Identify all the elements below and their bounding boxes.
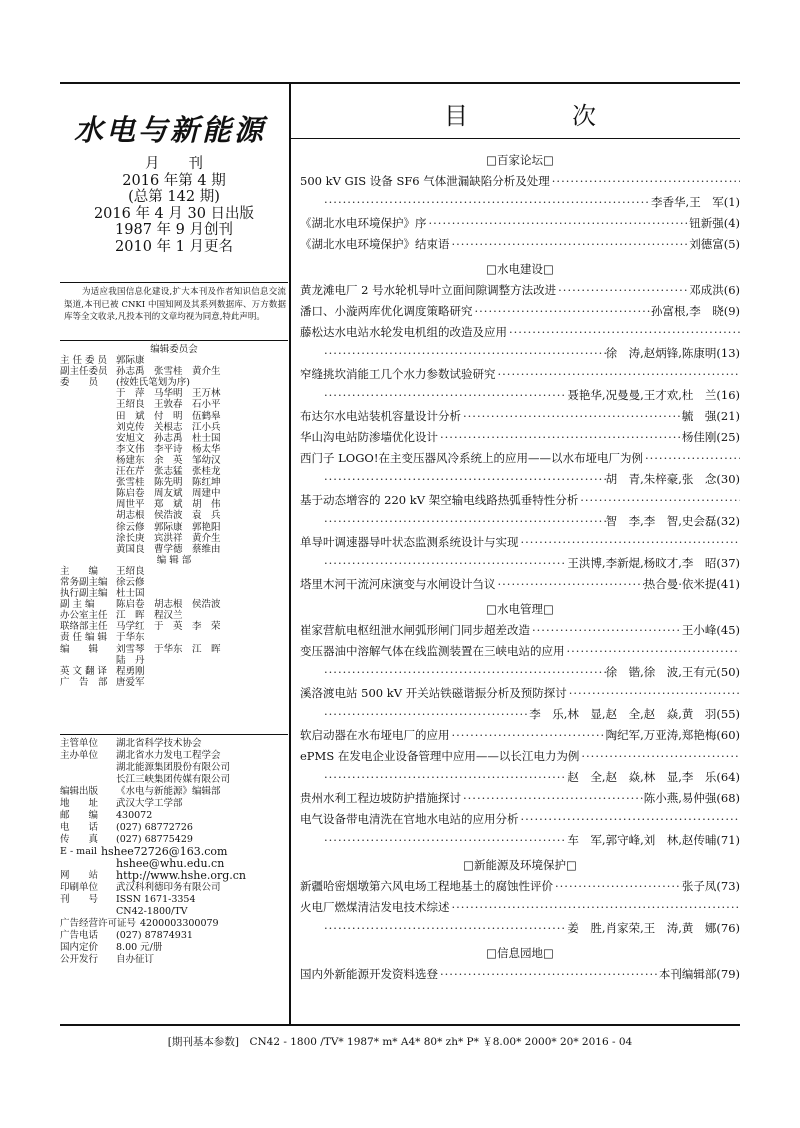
toc-entry[interactable] [300,620,740,641]
publication-row [60,810,288,822]
toc-entry[interactable] [300,448,740,469]
committee-role [60,522,116,533]
committee-role: 委 员 [60,377,99,389]
issue-line: (总第 142 期) [128,189,220,206]
leader-dots [643,448,740,469]
leader-dots [322,343,606,364]
leader-dots [322,830,567,851]
entry-title: 电气设备带电清洗在官地水电站的应用分析 [300,812,519,826]
committee-names: 杨建东 余 英 邹幼汉 [116,454,221,466]
toc-entry[interactable] [300,746,740,767]
committee-row [60,366,288,377]
editorial-role: 英 文 翻 译 [60,665,108,677]
committee-names: 刘克传 关根志 江小兵 [116,421,221,433]
entry-authors-page: 王小峰(45) [681,623,740,637]
committee-role [60,422,116,433]
publication-label: 广告电话 [60,930,99,941]
toc-entry[interactable] [300,192,740,213]
entry-title: 崔家营航电枢纽泄水闸弧形闸门同步超差改造 [300,623,530,637]
section-heading: □信息园地□ [486,946,554,960]
section-heading: □水电建设□ [486,262,554,276]
entry-authors-page: 邓成洪(6) [689,283,740,297]
toc-column [300,84,740,1024]
entry-title: 溪洛渡电站 500 kV 开关站铁磁谐振分析及预防探讨 [300,686,567,700]
toc-entry[interactable] [300,964,740,985]
editorial-row [60,655,288,666]
leader-dots [450,897,741,918]
toc-entry[interactable] [300,897,740,918]
publication-label [60,858,116,870]
toc-entry[interactable] [300,364,740,385]
entry-title: 藤松达水电站水轮发电机组的改造及应用 [300,325,507,339]
toc-entry[interactable] [300,171,740,192]
leader-dots [496,574,644,595]
entry-title: 单导叶调速器导叶状态监测系统设计与实现 [300,535,519,549]
publication-label: 公开发行 [60,954,99,965]
toc-entry[interactable] [300,511,740,532]
toc-entry[interactable] [300,213,740,234]
committee-row [60,522,288,533]
publication-value: 4200003300079 [140,918,219,929]
committee-row [60,488,288,499]
committee-names: 周世平 郑 斌 胡 伟 [116,499,221,511]
committee-names: 李文伟 李平诗 杨太华 [116,443,221,455]
editorial-row [60,644,288,655]
committee-names: 郭际康 [116,355,145,367]
leader-dots [530,620,682,641]
entry-authors-page: 毓 强(21) [681,409,740,423]
committee-role [60,411,116,422]
publication-label: 网 站 [60,870,99,881]
committee-row [60,510,288,521]
entry-authors-page: 孙富根,李 晓(9) [651,304,740,318]
leader-dots [519,809,741,830]
toc-entry[interactable] [300,918,740,939]
committee-role [60,444,116,455]
editorial-role: 广 告 部 [60,676,108,688]
editorial-names: 江 晖 程汉兰 [116,610,183,622]
entry-title: 窄缝挑坎消能工几个水力参数试验研究 [300,367,496,381]
publication-value: 8.00 元/册 [116,942,163,953]
toc-entry[interactable] [300,574,740,595]
section-heading: □百家论坛□ [486,153,554,167]
committee-role [60,466,116,477]
publication-row [60,738,288,750]
section-heading: □新能源及环境保护□ [463,858,577,872]
leader-dots [322,918,567,939]
entry-authors-page: 本刊编辑部(79) [658,967,740,981]
leader-dots [473,301,652,322]
bottom-rule [60,1024,740,1026]
contact-link[interactable]: http://www.hshe.org.cn [116,869,247,882]
leader-dots [438,964,659,985]
publication-value: 湖北省水力发电工程学会 [116,750,221,761]
editorial-row [60,588,288,599]
editorial-row [60,632,288,643]
committee-role [60,488,116,499]
indexing-notice: 为适应我国信息化建设,扩大本刊及作者知识信息交流渠道,本刊已被 CNKI 中国知网及其系列数据库、万方数据库等全文收录,凡投本刊的文章均视为同意,特此声明。 [64,287,286,322]
divider [60,282,288,283]
entry-authors-page: 热合曼·依米提(41) [643,577,740,591]
entry-authors-page: 车 军,郭守峰,刘 林,赵传晡(71) [567,833,740,847]
publication-value: 武汉科利德印务有限公司 [116,882,221,893]
publication-row [60,942,288,954]
committee-role: 副主任委员 [60,366,108,378]
publication-label: 邮 编 [60,810,99,821]
publication-row [60,882,288,894]
editorial-role: 办公室主任 [60,610,108,622]
entry-title: 《湖北水电环境保护》结束语 [300,237,450,251]
committee-row [60,433,288,444]
leader-dots [461,788,644,809]
entry-title: 塔里木河干流河床演变与水闸设计刍议 [300,577,496,591]
committee-role [60,433,116,444]
publication-label: 编辑出版 [60,786,99,797]
entry-authors-page: 张子凤(73) [681,879,740,893]
toc-entry[interactable] [300,725,740,746]
publication-row [60,906,288,918]
entry-authors-page: 赵 全,赵 焱,林 显,李 乐(64) [567,770,740,784]
publication-label: 国内定价 [60,942,99,953]
leader-dots [507,322,740,343]
committee-names: 于 萍 马华明 王万林 [116,388,221,400]
entry-title: 西门子 LOGO!在主变压器风冷系统上的应用——以水布垭电厂为例 [300,451,643,465]
committee-row [60,444,288,455]
publication-value: (027) 68775429 [116,834,193,845]
leader-dots [438,427,682,448]
editorial-row [60,577,288,588]
entry-title: 《湖北水电环境保护》序 [300,216,427,230]
toc-entry[interactable] [300,406,740,427]
committee-names: 孙志禹 张雪桂 黄介生 [116,366,221,378]
committee-names: 黄国良 曹学德 蔡维由 [116,543,221,555]
frequency: 月 刊 [145,156,203,172]
toc-entry[interactable] [300,301,740,322]
committee-row [60,499,288,510]
committee-row [60,388,288,399]
editorial-names: 于华东 [116,632,145,644]
toc-entry[interactable] [300,830,740,851]
committee-names: 胡志根 侯浩波 袁 兵 [116,510,221,522]
leader-dots [322,511,606,532]
editorial-names: 徐云修 [116,576,145,588]
editorial-role: 主 编 [60,565,99,577]
publication-label: 刊 号 [60,894,99,905]
leader-dots [556,280,689,301]
leader-dots [322,385,567,406]
committee-names: 张雪桂 陈先明 陈红坤 [116,477,221,489]
entry-title: 黄龙滩电厂 2 号水轮机导叶立面间隙调整方法改进 [300,283,557,297]
committee-names: 陈启卷 周友斌 周建中 [116,488,221,500]
entry-title: 新疆哈密烟墩第六风电场工程地基土的腐蚀性评价 [300,879,553,893]
entry-authors-page: 胡 青,朱梓豪,张 念(30) [605,472,740,486]
publication-row [60,762,288,774]
editorial-row [60,677,288,688]
editorial-board [60,344,288,688]
entry-title: 国内外新能源开发资料选登 [300,967,438,981]
leader-dots [579,746,740,767]
table-of-contents [300,146,740,985]
leader-dots [450,234,690,255]
entry-authors-page: 智 李,李 智,史会磊(32) [605,514,740,528]
editorial-role: 常务副主编 [60,576,108,588]
toc-entry[interactable] [300,427,740,448]
issue-line: 1987 年 9 月创刊 [115,222,233,239]
editorial-row [60,599,288,610]
committee-names: 汪在芹 张志猛 张桂龙 [116,466,221,478]
committee-row [60,466,288,477]
toc-entry[interactable] [300,469,740,490]
publication-info [60,738,288,966]
entry-authors-page: 李香华,王 军(1) [651,195,740,209]
leader-dots [322,192,651,213]
committee-names: 徐云修 郭际康 郭艳阳 [116,521,221,533]
publication-row [60,894,288,906]
editorial-role: 副 主 编 [60,599,95,611]
entry-title: 变压器油中溶解气体在线监测装置在三峡电站的应用 [300,644,565,658]
section-heading: □水电管理□ [486,602,554,616]
publication-label: 传 真 [60,834,99,845]
toc-entry[interactable] [300,767,740,788]
publication-label: 主办单位 [60,750,99,761]
entry-authors-page: 姜 胜,肖家荣,王 涛,黄 娜(76) [567,921,740,935]
toc-entry[interactable] [300,683,740,704]
editorial-role [60,655,116,666]
publication-value: 自办征订 [116,954,155,965]
entry-authors-page: 李 乐,林 显,赵 全,赵 焱,黄 羽(55) [529,707,740,721]
committee-names: (按姓氏笔划为序) [116,377,190,389]
toc-entry[interactable] [300,343,740,364]
committee-names: 田 斌 付 明 伍鹤皋 [116,410,221,422]
committee-row [60,399,288,410]
entry-authors-page: 徐 锴,徐 波,王有元(50) [605,665,740,679]
masthead-column [60,84,288,1024]
editorial-row [60,566,288,577]
publication-label [60,774,116,786]
journal-logo: 水电与新能源 [74,113,267,147]
publication-value: 430072 [116,810,153,821]
committee-heading: 编辑委员会 [150,344,198,355]
committee-row [60,355,288,366]
editorial-names: 刘雪琴 于华东 江 晖 [116,643,221,655]
committee-row [60,477,288,488]
publication-label [60,906,116,918]
editorial-names: 陆 丹 [116,654,145,666]
entry-title: 基于动态增容的 220 kV 架空输电线路热弧垂特性分析 [300,493,579,507]
column-divider [289,82,291,1025]
publication-row [60,954,288,966]
publication-value: CN42-1800/TV [116,906,188,917]
divider [60,340,288,341]
editorial-names: 唐爱军 [116,676,145,688]
entry-authors-page: 刘德富(5) [689,237,740,251]
leader-dots [553,876,682,897]
entry-authors-page: 徐 涛,赵炳锋,陈康明(13) [605,346,740,360]
toc-entry[interactable] [300,641,740,662]
publication-value: (027) 87874931 [116,930,193,941]
committee-row [60,455,288,466]
entry-authors-page: 聂艳华,况曼曼,王才欢,杜 兰(16) [567,388,740,402]
committee-row [60,377,288,388]
editorial-row [60,666,288,677]
contact-link[interactable]: hshee@whu.edu.cn [116,857,225,870]
journal-parameters: [期刊基本参数] CN42 - 1800 /TV* 1987* m* A4* 80* zh* P* ￥8.00* 2000* 20* 2016 - 04 [167,1036,633,1048]
committee-names: 王绍良 王敦春 石小平 [116,399,221,411]
publication-row [60,798,288,810]
contact-link[interactable]: hshee72726@163.com [100,845,228,858]
publication-label: 印刷单位 [60,882,99,893]
leader-dots [578,490,740,511]
publication-row [60,786,288,798]
publication-row [60,930,288,942]
committee-row [60,422,288,433]
entry-authors-page: 钮新强(4) [689,216,740,230]
toc-entry[interactable] [300,322,740,343]
toc-entry[interactable] [300,280,740,301]
entry-title: 潘口、小漩两库优化调度策略研究 [300,304,473,318]
editorial-names: 马学红 于 英 李 荣 [116,621,221,633]
publication-label: 电 话 [60,822,99,833]
toc-entry[interactable] [300,876,740,897]
entry-title: ePMS 在发电企业设备管理中应用——以长江电力为例 [300,749,580,763]
publication-label: 地 址 [60,798,99,809]
leader-dots [461,406,682,427]
leader-dots [496,364,741,385]
editorial-heading: 编 辑 部 [156,554,192,566]
committee-row [60,533,288,544]
editorial-names: 陈启卷 胡志根 侯浩波 [116,599,221,611]
leader-dots [322,662,606,683]
toc-entry[interactable] [300,662,740,683]
toc-entry[interactable] [300,704,740,725]
committee-role [60,388,116,399]
publication-label: E - mail [60,846,97,857]
committee-role [60,510,116,521]
committee-role [60,455,116,466]
entry-title: 贵州水利工程边坡防护措施探讨 [300,791,461,805]
entry-title: 500 kV GIS 设备 SF6 气体泄漏缺陷分析及处理 [300,174,550,188]
committee-row [60,411,288,422]
publication-label: 广告经营许可证号 [60,918,137,929]
publication-row [60,750,288,762]
entry-title: 布达尔水电站装机容量设计分析 [300,409,461,423]
committee-role [60,499,116,510]
leader-dots [322,469,606,490]
leader-dots [565,641,741,662]
editorial-role: 责 任 编 辑 [60,632,108,644]
entry-authors-page: 杨佳刚(25) [681,430,740,444]
issue-line: 2010 年 1 月更名 [115,238,233,255]
committee-role [60,477,116,488]
leader-dots [322,704,529,725]
editorial-names: 杜士国 [116,588,145,600]
toc-entry[interactable] [300,385,740,406]
publication-row [60,918,288,930]
editorial-role: 编 辑 [60,643,99,655]
committee-names: 安旭文 孙志禹 杜士国 [116,432,221,444]
entry-authors-page: 王洪博,李新焜,杨旼才,李 昭(37) [567,556,740,570]
publication-row [60,822,288,834]
issue-line: 2016 年第 4 期 [122,172,226,189]
divider [60,734,288,735]
committee-names: 涂长庚 宾洪祥 黄介生 [116,532,221,544]
publication-label [60,762,116,774]
leader-dots [427,213,690,234]
leader-dots [519,532,741,553]
committee-row [60,544,288,555]
toc-entry[interactable] [300,490,740,511]
toc-title: 目 次 [444,102,636,130]
toc-entry[interactable] [300,788,740,809]
editorial-names: 程勇刚 [116,665,145,677]
issue-line: 2016 年 4 月 30 日出版 [93,205,255,222]
committee-role [60,533,116,544]
entry-title: 火电厂燃煤清洁发电技术综述 [300,900,450,914]
publication-value: 武汉大学工学部 [116,798,183,809]
toc-entry[interactable] [300,532,740,553]
leader-dots [550,171,740,192]
entry-title: 软启动器在水布垭电厂的应用 [300,728,450,742]
committee-role: 主 任 委 员 [60,355,108,367]
publication-label: 主管单位 [60,738,99,749]
leader-dots [322,767,567,788]
publication-row [60,774,288,786]
committee-role [60,399,116,410]
publication-value: 长江三峡集团传媒有限公司 [116,774,231,785]
editorial-row [60,621,288,632]
editorial-names: 王绍良 [116,565,145,577]
editorial-role: 联络部主任 [60,621,108,633]
publication-value: 湖北能源集团股份有限公司 [116,762,231,773]
entry-authors-page: 陈小燕,易仲强(68) [643,791,740,805]
editorial-role: 执行副主编 [60,588,108,600]
entry-authors-page: 陶纪军,万亚涛,郑艳梅(60) [605,728,740,742]
entry-title: 华山沟电站防渗墙优化设计 [300,430,438,444]
publication-value: (027) 68772726 [116,822,193,833]
editorial-row [60,610,288,621]
publication-value: 《水电与新能源》编辑部 [116,786,221,797]
committee-role [60,544,116,555]
publication-row [60,870,288,882]
issue-info [60,156,288,256]
toc-entry[interactable] [300,809,740,830]
leader-dots [322,553,567,574]
toc-entry[interactable] [300,553,740,574]
toc-entry[interactable] [300,234,740,255]
leader-dots [567,683,740,704]
publication-value: ISSN 1671-3354 [116,894,196,905]
leader-dots [450,725,606,746]
publication-value: 湖北省科学技术协会 [116,738,202,749]
